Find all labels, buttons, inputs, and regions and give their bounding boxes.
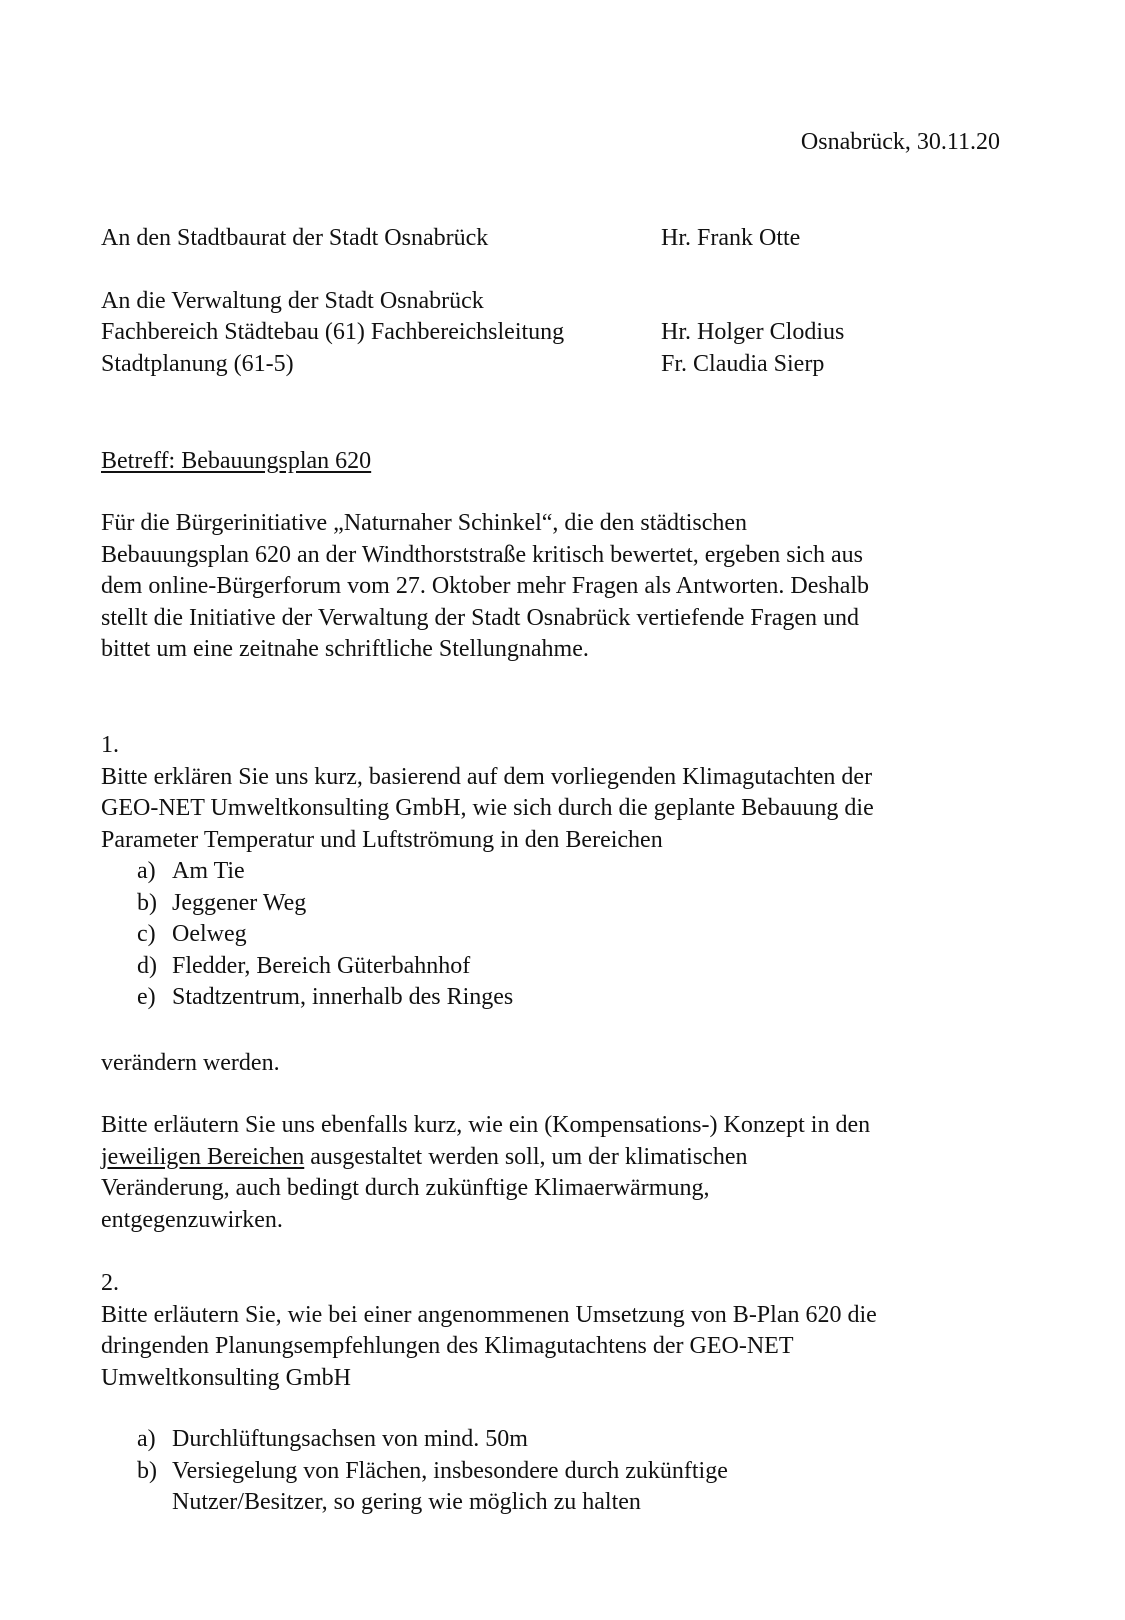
list-item bbox=[101, 888, 874, 920]
list-item-text: Stadtzentrum, innerhalb des Ringes bbox=[172, 984, 514, 1010]
paragraph-line: Veränderung, auch bedingt durch zukünftige Klimaerwärmung, bbox=[101, 1175, 710, 1201]
question-line: dringenden Planungsempfehlungen des Klimagutachtens der GEO-NET bbox=[101, 1333, 794, 1359]
underlined-phrase: jeweiligen Bereichen bbox=[101, 1143, 305, 1170]
list-item-text: Oelweg bbox=[172, 921, 247, 947]
recipient-org: An die Verwaltung der Stadt Osnabrück bbox=[101, 287, 484, 314]
question-number: 1. bbox=[101, 732, 119, 758]
question-line: Parameter Temperatur und Luftströmung in den Bereichen bbox=[101, 826, 663, 853]
intro-line: Bebauungsplan 620 an der Windthorststraße kritisch bewertet, ergeben sich aus bbox=[101, 541, 863, 568]
list-marker: b) bbox=[137, 889, 157, 916]
intro-line: dem online-Bürgerforum vom 27. Oktober mehr Fragen als Antworten. Deshalb bbox=[101, 573, 870, 599]
recipient-person: Hr. Frank Otte bbox=[661, 225, 801, 251]
recipient-person: Hr. Holger Clodius bbox=[661, 319, 845, 345]
question-2 bbox=[101, 1268, 877, 1394]
compensation-paragraph bbox=[101, 1110, 870, 1236]
list-marker: b) bbox=[137, 1457, 157, 1484]
intro-line: bittet um eine zeitnahe schriftliche Stellungnahme. bbox=[101, 636, 589, 662]
list-marker: c) bbox=[137, 921, 156, 947]
recipient-org: An den Stadtbaurat der Stadt Osnabrück bbox=[101, 225, 489, 251]
recipient-row bbox=[101, 349, 844, 381]
intro-paragraph bbox=[101, 508, 869, 666]
paragraph-text: ausgestaltet werden soll, um der klimatischen bbox=[304, 1143, 748, 1170]
list-item-text: Durchlüftungsachsen von mind. 50m bbox=[172, 1426, 528, 1452]
recipient-org: Stadtplanung (61-5) bbox=[101, 350, 294, 377]
question-line: Umweltkonsulting GmbH bbox=[101, 1364, 351, 1391]
list-item bbox=[101, 951, 874, 983]
list-marker: a) bbox=[137, 858, 156, 884]
list-item-continuation: Nutzer/Besitzer, so gering wie möglich zu halten bbox=[172, 1489, 641, 1515]
recipients-block bbox=[101, 223, 844, 380]
list-item-text: Jeggener Weg bbox=[172, 889, 307, 916]
recipient-person: Fr. Claudia Sierp bbox=[661, 350, 825, 377]
question-number: 2. bbox=[101, 1270, 119, 1296]
list-item-text: Fledder, Bereich Güterbahnhof bbox=[172, 952, 471, 979]
list-item-text: Versiegelung von Flächen, insbesondere durch zukünftige bbox=[172, 1457, 728, 1484]
paragraph-line: Bitte erläutern Sie uns ebenfalls kurz, wie ein (Kompensations-) Konzept in den bbox=[101, 1112, 871, 1138]
letter-date: Osnabrück, 30.11.20 bbox=[800, 129, 1000, 155]
recommendation-items bbox=[101, 1424, 728, 1519]
list-item-text: Am Tie bbox=[172, 858, 245, 884]
question-line: GEO-NET Umweltkonsulting GmbH, wie sich durch die geplante Bebauung die bbox=[101, 795, 874, 821]
recipient-row bbox=[101, 223, 844, 255]
subject-line: Betreff: Bebauungsplan 620 bbox=[101, 448, 372, 474]
recipient-row bbox=[101, 286, 844, 318]
spacer bbox=[101, 255, 844, 286]
question-line: Bitte erläutern Sie, wie bei einer angenommenen Umsetzung von B-Plan 620 die bbox=[101, 1301, 877, 1328]
recipient-row bbox=[101, 317, 844, 349]
paragraph-line bbox=[101, 1142, 870, 1174]
list-item bbox=[101, 856, 874, 888]
recipient-org: Fachbereich Städtebau (61) Fachbereichsleitung bbox=[101, 319, 565, 345]
intro-line: Für die Bürgerinitiative „Naturnaher Schinkel“, die den städtischen bbox=[101, 510, 748, 536]
list-item bbox=[101, 1424, 728, 1456]
list-marker: d) bbox=[137, 952, 157, 979]
intro-line: stellt die Initiative der Verwaltung der Stadt Osnabrück vertiefende Fragen und bbox=[101, 604, 859, 631]
list-marker: e) bbox=[137, 984, 156, 1010]
area-list bbox=[101, 856, 874, 1014]
question-line: Bitte erklären Sie uns kurz, basierend auf dem vorliegenden Klimagutachten der bbox=[101, 763, 873, 790]
question-1-conclusion: verändern werden. bbox=[101, 1050, 280, 1076]
list-item bbox=[101, 1456, 728, 1519]
recommendation-list bbox=[101, 1424, 728, 1519]
paragraph-line: entgegenzuwirken. bbox=[101, 1206, 283, 1233]
question-1 bbox=[101, 730, 874, 1014]
list-item bbox=[101, 919, 874, 951]
list-marker: a) bbox=[137, 1426, 156, 1452]
list-item bbox=[101, 982, 874, 1014]
